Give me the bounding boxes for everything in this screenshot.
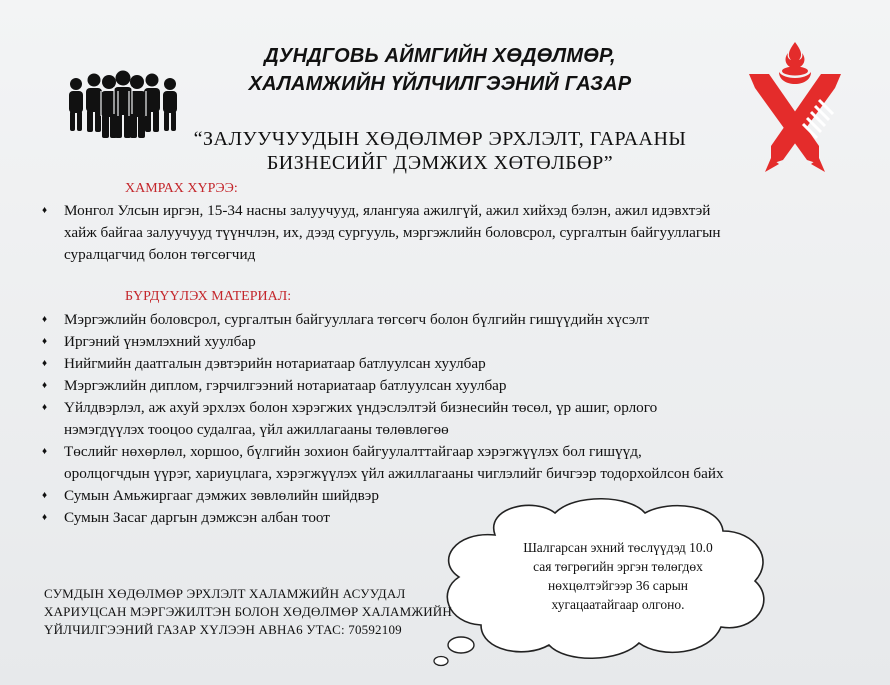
callout-text [518,538,718,614]
coverage-item-line-3: суралцагчид болон төгсөгчид [64,246,256,263]
contact-line-1: СУМДЫН ХӨДӨЛМӨР ЭРХЛЭЛТ ХАЛАМЖИЙН АСУУДАЛ [44,586,406,601]
contact-info [44,585,484,639]
red-emblem-logo [735,40,855,180]
list-item [40,309,870,331]
list-item [40,331,870,353]
contact-line-2: ХАРИУЦСАН МЭРГЭЖИЛТЭН БОЛОН ХӨДӨЛМӨР ХАЛАМЖИЙН [44,604,452,619]
organization-title [200,42,680,98]
coverage-label: ХАМРАХ ХҮРЭЭ: [125,181,238,196]
coverage-item-line-2: хайж байгаа залуучууд түүнчлэн, их, дээд сургууль, мэргэжлийн боловсрол, сургалтын байгууллагын [64,224,721,241]
organization-title-line-1: ДУНДГОВЬ АЙМГИЙН ХӨДӨЛМӨР, [264,45,616,67]
program-title [160,127,720,175]
materials-item-5-line-1: Үйлдвэрлэл, аж ахуй эрхлэх болон хэрэгжих үндэслэлтэй бизнесийн төсөл, үр ашиг, орлого [64,399,658,416]
list-item [40,375,870,397]
materials-item-5-line-2: нэмэгдүүлэх тооцоо судалгаа, үйл ажиллагааны төлөвлөгөө [64,421,449,438]
materials-item-1: Мэргэжлийн боловсрол, сургалтын байгууллага төгсөгч болон бүлгийн гишүүдийн хүсэлт [64,311,650,328]
coverage-list [40,200,870,266]
organization-title-line-2: ХАЛАМЖИЙН ҮЙЛЧИЛГЭЭНИЙ ГАЗАР [248,73,632,95]
list-item [40,353,870,375]
materials-item-4: Мэргэжлийн диплом, гэрчилгээний нотариатаар батлуулсан хуулбар [64,377,507,394]
materials-item-7: Сумын Амьжиргааг дэмжих зөвлөлийн шийдвэр [64,487,379,504]
contact-line-3: ҮЙЛЧИЛГЭЭНИЙ ГАЗАР ХҮЛЭЭН АВНА6 УТАС: 70592109 [44,622,402,637]
callout-line-3: нөхцөлтэйгээр 36 сарын [547,578,688,593]
coverage-item-line-1: Монгол Улсын иргэн, 15-34 насны залуучууд, ялангуяа ажилгүй, ажил хийхэд бэлэн, ажил идэвхтэй [64,202,711,219]
materials-item-2: Иргэний үнэмлэхний хуулбар [64,333,256,350]
program-title-line-2: БИЗНЕСИЙГ ДЭМЖИХ ХӨТӨЛБӨР” [266,152,614,174]
materials-item-6-line-2: оролцогчдын үүрэг, хариуцлага, хэрэгжүүлэх үйл ажиллагааны чиглэлийг бичгээр тодорхойлсон байх [64,465,724,482]
materials-item-8: Сумын Засаг даргын дэмжсэн албан тоот [64,509,330,526]
callout-line-4: хугацаатайгаар олгоно. [551,597,685,612]
list-item [40,200,870,266]
materials-item-6-line-1: Төслийг нөхөрлөл, хоршоо, бүлгийн зохион байгуулалттайгаар хэрэгжүүлэх бол гишүүд, [64,443,642,460]
callout-line-2: сая төгрөгийн эргэн төлөгдөх [533,559,703,574]
list-item [40,397,870,441]
list-item [40,441,870,485]
program-title-line-1: “ЗАЛУУЧУУДЫН ХӨДӨЛМӨР ЭРХЛЭЛТ, ГАРААНЫ [193,128,687,150]
callout-line-1: Шалгарсан эхний төслүүдэд 10.0 [523,540,713,555]
materials-label: БҮРДҮҮЛЭХ МАТЕРИАЛ: [125,289,292,304]
materials-item-3: Нийгмийн даатгалын дэвтэрийн нотариатаар батлуулсан хуулбар [64,355,486,372]
